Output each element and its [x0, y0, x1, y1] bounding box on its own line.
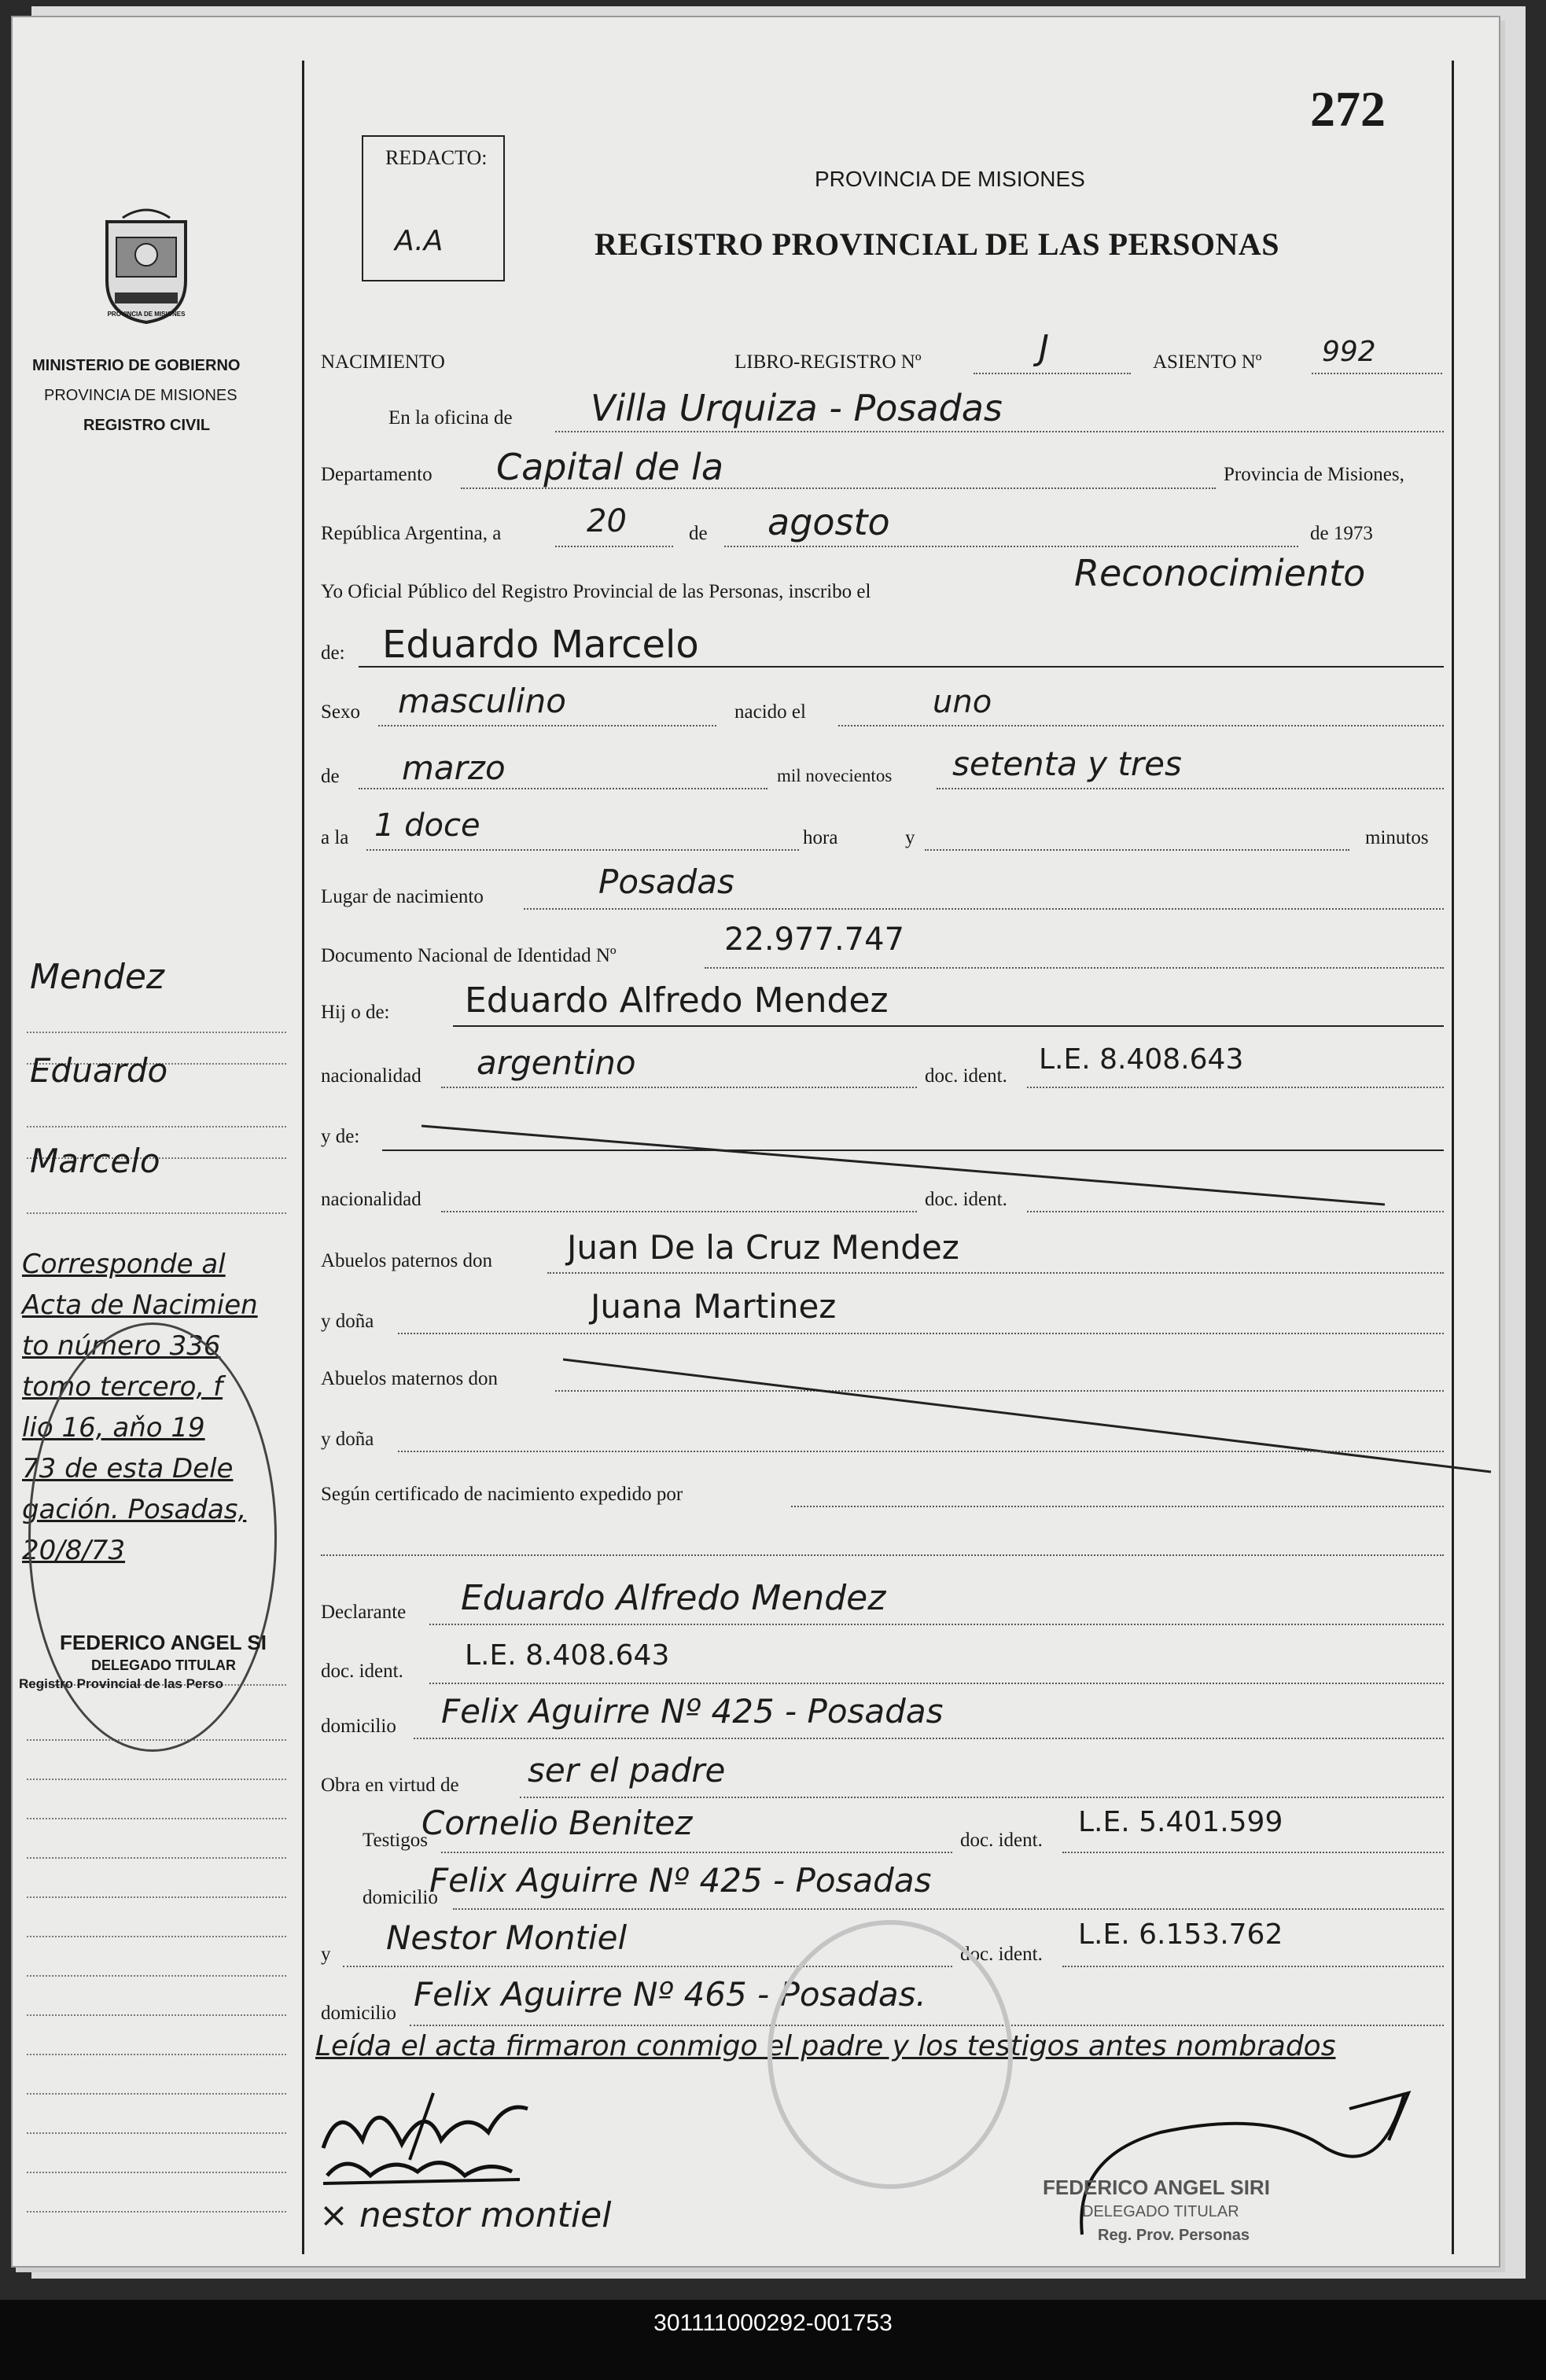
margin-line-8 — [27, 1779, 286, 1780]
provincia-suffix: Provincia de Misiones, — [1224, 464, 1404, 485]
redacto-label: REDACTO: — [385, 146, 488, 169]
margin-line-12 — [27, 1936, 286, 1937]
margin-note-line: Acta de Nacimien — [22, 1289, 258, 1321]
signature-testigo1 — [315, 2148, 551, 2195]
birth-year-value: setenta y tres — [952, 745, 1182, 783]
father-nat-line — [441, 1087, 917, 1088]
oficina-label: En la oficina de — [388, 407, 513, 429]
doc-t2-line — [1062, 1966, 1444, 1967]
libro-label: LIBRO-REGISTRO Nº — [734, 351, 922, 373]
margin-line-15 — [27, 2054, 286, 2055]
father-doc-line — [1027, 1087, 1444, 1088]
oficial-label: Yo Oficial Público del Registro Provincial de las Personas, inscribo el — [321, 581, 871, 602]
mil-label: mil novecientos — [777, 766, 893, 785]
father-doc-label: doc. ident. — [925, 1065, 1007, 1087]
testigo1-line — [441, 1852, 952, 1853]
day-line — [555, 546, 673, 547]
province-heading: PROVINCIA DE MISIONES — [815, 167, 1085, 191]
year-label: de 1973 — [1310, 523, 1373, 544]
inscribo-value: Reconocimiento — [1074, 552, 1366, 594]
signature-testigo2: × nestor montiel — [319, 2195, 612, 2235]
abuela-mat-line — [398, 1451, 1444, 1452]
margin-note-line: to número 336 — [22, 1330, 221, 1362]
segun-line-2 — [321, 1554, 1444, 1556]
father-line — [453, 1025, 1444, 1027]
minutes-line — [925, 849, 1349, 851]
margin-line-9 — [27, 1818, 286, 1819]
nacido-value: uno — [933, 684, 992, 720]
sexo-label: Sexo — [321, 701, 360, 723]
maternal-strike-line — [563, 1358, 1495, 1476]
seal-registry-label: REGISTRO CIVIL — [83, 417, 211, 434]
margin-line-14 — [27, 2014, 286, 2016]
margin-note-line: Corresponde al — [22, 1249, 226, 1280]
margin-line-18 — [27, 2172, 286, 2173]
mother-doc-line — [1027, 1211, 1444, 1212]
abuelos-mat-label: Abuelos maternos don — [321, 1368, 498, 1389]
month-line — [724, 546, 1298, 547]
margin-note-line: tomo tercero, f — [22, 1371, 223, 1403]
dni-value: 22.977.747 — [724, 921, 905, 958]
lugar-line — [524, 908, 1444, 910]
seal-text: PROVINCIA DE MISIONES — [107, 311, 186, 318]
margin-line-16 — [27, 2093, 286, 2095]
margin-line-19 — [27, 2211, 286, 2213]
lugar-value: Posadas — [598, 863, 734, 901]
ministry-label: MINISTERIO DE GOBIERNO — [32, 357, 241, 374]
dom-t1-label: domicilio — [363, 1887, 438, 1908]
dni-label: Documento Nacional de Identidad Nº — [321, 945, 617, 966]
margin-note-line: 73 de esta Dele — [22, 1453, 234, 1484]
father-value: Eduardo Alfredo Mendez — [465, 980, 889, 1021]
y-dona-label: y doña — [321, 1311, 374, 1332]
abuela-pat-value: Juana Martinez — [591, 1287, 837, 1326]
doc-t2-label: doc. ident. — [960, 1944, 1043, 1965]
obra-line — [520, 1797, 1444, 1798]
obra-label: Obra en virtud de — [321, 1775, 459, 1796]
margin-divider — [302, 61, 304, 2254]
mother-doc-label: doc. ident. — [925, 1189, 1007, 1210]
official-stamp-office: Reg. Prov. Personas — [1098, 2227, 1250, 2244]
birth-year-line — [937, 788, 1444, 789]
obra-value: ser el padre — [528, 1751, 726, 1790]
abuelos-pat-label: Abuelos paternos don — [321, 1250, 493, 1271]
margin-stamp-title: DELEGADO TITULAR — [91, 1657, 236, 1673]
margin-line-17 — [27, 2132, 286, 2134]
birth-month-line — [359, 788, 767, 789]
testigos-label: Testigos — [363, 1830, 428, 1851]
birth-record-page — [11, 16, 1500, 2268]
father-nat-label: nacionalidad — [321, 1065, 421, 1087]
margin-note-line: 20/8/73 — [22, 1535, 126, 1566]
abuela-pat-line — [398, 1333, 1444, 1334]
oficina-line — [555, 431, 1444, 432]
margin-surname: Mendez — [30, 957, 165, 997]
republica-label: República Argentina, a — [321, 523, 502, 544]
shield-seal-icon — [99, 206, 193, 324]
margin-line-1 — [27, 1032, 286, 1033]
dom-t1-line — [453, 1908, 1444, 1910]
de2-label: de — [321, 766, 340, 787]
provincial-seal — [99, 206, 193, 324]
minutos-label: minutos — [1365, 827, 1429, 848]
y-t2-label: y — [321, 1944, 331, 1965]
mother-nat-line — [441, 1211, 917, 1212]
father-doc-value: L.E. 8.408.643 — [1039, 1043, 1244, 1076]
libro-value: J — [1039, 328, 1049, 368]
de-label: de — [689, 523, 708, 544]
archive-code-bar — [0, 2300, 1546, 2380]
domicilio-line — [414, 1738, 1444, 1739]
declarante-line — [429, 1624, 1444, 1625]
y-dona2-label: y doña — [321, 1429, 374, 1450]
doc-t1-line — [1062, 1852, 1444, 1853]
hour-value: 1 doce — [374, 807, 480, 844]
margin-note-line: lio 16, aňo 19 — [22, 1412, 205, 1444]
redacto-value: A.A — [395, 225, 444, 257]
registry-round-stamp — [767, 1920, 1013, 2189]
doc-t2-value: L.E. 6.153.762 — [1078, 1918, 1283, 1951]
hour-line — [366, 849, 799, 851]
doc-t1-value: L.E. 5.401.599 — [1078, 1806, 1283, 1838]
asiento-line — [1312, 373, 1442, 374]
record-type-label: NACIMIENTO — [321, 351, 445, 373]
departamento-value: Capital de la — [496, 446, 724, 488]
month-value: agosto — [767, 501, 890, 543]
closing-statement: Leída el acta firmaron conmigo el padre y los testigos antes nombrados — [315, 2030, 1336, 2062]
right-border-line — [1452, 61, 1454, 2254]
de-name-label: de: — [321, 642, 345, 664]
margin-name2: Marcelo — [30, 1142, 160, 1180]
domicilio-label: domicilio — [321, 1716, 396, 1737]
margin-stamp-office: Registro Provincial de las Perso — [19, 1676, 223, 1691]
nacido-line — [838, 725, 1444, 727]
doc-decl-value: L.E. 8.408.643 — [465, 1639, 670, 1672]
margin-note-line: gación. Posadas, — [22, 1494, 247, 1525]
dom-t2-label: domicilio — [321, 2003, 396, 2024]
father-nat-value: argentino — [477, 1043, 636, 1082]
birth-month-value: marzo — [402, 749, 506, 787]
dom-t1-value: Felix Aguirre Nº 425 - Posadas — [429, 1861, 932, 1900]
margin-line-13 — [27, 1975, 286, 1977]
sexo-line — [378, 725, 716, 727]
segun-line — [791, 1506, 1444, 1507]
declarante-label: Declarante — [321, 1602, 407, 1623]
dni-line — [705, 967, 1444, 969]
mother-strike-line — [421, 1122, 1389, 1208]
testigo2-value: Nestor Montiel — [386, 1918, 628, 1957]
official-stamp-title: DELEGADO TITULAR — [1082, 2203, 1239, 2220]
margin-stamp-name: FEDERICO ANGEL SI — [60, 1631, 267, 1654]
doc-t1-label: doc. ident. — [960, 1830, 1043, 1851]
redacto-box — [362, 135, 505, 281]
seal-province-label: PROVINCIA DE MISIONES — [44, 387, 237, 404]
margin-line-11 — [27, 1896, 286, 1898]
sexo-value: masculino — [398, 682, 566, 720]
asiento-label: ASIENTO Nº — [1153, 351, 1262, 373]
hijo-label: Hij o de: — [321, 1002, 390, 1023]
margin-line-5 — [27, 1212, 286, 1214]
testigo1-value: Cornelio Benitez — [421, 1804, 693, 1842]
mother-nat-label: nacionalidad — [321, 1189, 421, 1210]
day-value: 20 — [587, 503, 627, 539]
hora-label: hora — [803, 827, 838, 848]
registry-title: REGISTRO PROVINCIAL DE LAS PERSONAS — [594, 226, 1280, 262]
libro-line — [974, 373, 1131, 374]
lugar-label: Lugar de nacimiento — [321, 886, 484, 907]
official-stamp-name: FEDERICO ANGEL SIRI — [1043, 2176, 1270, 2199]
margin-name1: Eduardo — [30, 1051, 168, 1090]
margin-line-3 — [27, 1126, 286, 1127]
archive-code: 301111000292-001753 — [653, 2310, 893, 2336]
nacido-label: nacido el — [734, 701, 806, 723]
doc-decl-line — [429, 1683, 1444, 1684]
doc-decl-label: doc. ident. — [321, 1661, 403, 1682]
abuelo-pat-value: Juan De la Cruz Mendez — [567, 1228, 959, 1267]
departamento-label: Departamento — [321, 464, 433, 485]
segun-label: Según certificado de nacimiento expedido por — [321, 1484, 683, 1505]
mother-label: y de: — [321, 1126, 360, 1147]
abuelo-pat-line — [547, 1272, 1444, 1274]
margin-line-10 — [27, 1857, 286, 1859]
page-number: 272 — [1310, 81, 1386, 137]
asiento-value: 992 — [1322, 336, 1376, 368]
oficina-value: Villa Urquiza - Posadas — [591, 387, 1003, 429]
domicilio-value: Felix Aguirre Nº 425 - Posadas — [441, 1692, 944, 1731]
dom-t2-value: Felix Aguirre Nº 465 - Posadas. — [414, 1975, 926, 2014]
a-la-label: a la — [321, 827, 349, 848]
declarante-value: Eduardo Alfredo Mendez — [461, 1578, 886, 1618]
child-name-value: Eduardo Marcelo — [382, 623, 699, 667]
y-label: y — [905, 827, 915, 848]
